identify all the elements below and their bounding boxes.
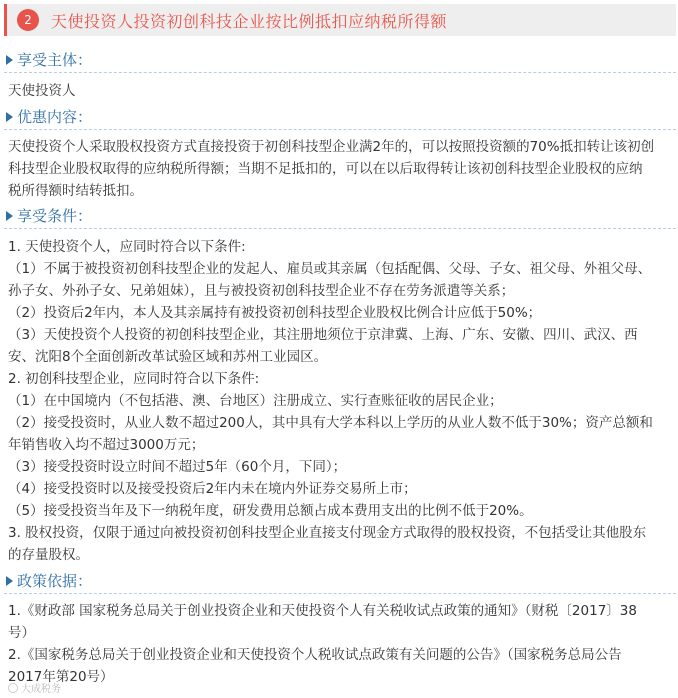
benefit-title-text: 优惠内容： — [17, 108, 93, 126]
subject-line: 天使投资人 — [8, 83, 76, 99]
benefit-section-title — [6, 107, 92, 127]
triangle-bullet-icon — [6, 211, 13, 221]
conditions-line: 3. 股权投资，仅限于通过向被投资初创科技型企业直接支付现金方式取得的股权投资，不包括受让其他股东 — [8, 525, 647, 541]
policy-title-text: 政策依据： — [17, 572, 93, 590]
conditions-line: （2）投资后2年内，本人及其亲属持有被投资初创科技型企业股权比例合计应低于50%； — [8, 305, 542, 321]
policy-text — [8, 600, 672, 688]
watermark-text: 大成税务 — [21, 684, 61, 695]
conditions-line: （1）在中国境内（不包括港、澳、台地区）注册成立、实行查账征收的居民企业； — [8, 393, 503, 409]
watermark — [8, 680, 61, 695]
policy-line: 2017年第20号） — [8, 669, 114, 685]
conditions-line: （3）接受投资时设立时间不超过5年（60个月，下同）； — [8, 459, 347, 475]
conditions-divider — [4, 228, 676, 229]
subject-title-text: 享受主体： — [17, 51, 93, 69]
subject-divider — [4, 72, 676, 73]
conditions-line: 安、沈阳8个全面创新改革试验区域和苏州工业园区。 — [8, 349, 328, 365]
triangle-bullet-icon — [6, 55, 13, 65]
section-number-badge: 2 — [17, 9, 39, 31]
conditions-line: 2. 初创科技型企业，应同时符合以下条件: — [8, 371, 260, 387]
conditions-line: （2）接受投资时，从业人数不超过200人，其中具有大学本科以上学历的从业人数不低于30%；资产总额和 — [8, 415, 653, 431]
conditions-line: （1）不属于被投资初创科技型企业的发起人、雇员或其亲属（包括配偶、父母、子女、祖父母、外祖父母、 — [8, 261, 652, 277]
conditions-line: 1. 天使投资个人，应同时符合以下条件: — [8, 239, 246, 255]
subject-section-title — [6, 50, 92, 70]
conditions-section-title — [6, 206, 92, 226]
conditions-line: （5）接受投资当年及下一纳税年度，研发费用总额占成本费用支出的比例不低于20%。 — [8, 503, 533, 519]
conditions-line: 年销售收入均不超过3000万元； — [8, 437, 205, 453]
conditions-line: （4）接受投资时以及接受投资后2年内未在境内外证券交易所上市； — [8, 481, 417, 497]
benefit-divider — [4, 129, 676, 130]
section-header — [4, 4, 676, 36]
conditions-line: 的存量股权。 — [8, 547, 89, 563]
subject-text — [8, 80, 672, 102]
conditions-line: （3）天使投资个人投资的初创科技型企业，其注册地须位于京津冀、上海、广东、安徽、四川、武汉、西 — [8, 327, 638, 343]
section-header-title: 天使投资人投资初创科技企业按比例抵扣应纳税所得额 — [51, 11, 448, 31]
policy-divider — [4, 593, 676, 594]
watermark-logo-icon — [8, 683, 18, 693]
policy-line: 号） — [8, 625, 35, 641]
policy-line: 2.《国家税务总局关于创业投资企业和天使投资个人税收试点政策有关问题的公告》（国家税务总局公告 — [8, 647, 622, 663]
policy-section-title — [6, 571, 92, 591]
conditions-title-text: 享受条件： — [17, 207, 93, 225]
conditions-text — [8, 236, 672, 566]
benefit-line: 科技型企业股权取得的应纳税所得额；当期不足抵扣的，可以在以后取得转让该初创科技型企业股权的应纳 — [8, 161, 643, 177]
benefit-text — [8, 136, 672, 202]
benefit-line: 税所得额时结转抵扣。 — [8, 183, 143, 199]
triangle-bullet-icon — [6, 112, 13, 122]
policy-line: 1.《财政部 国家税务总局关于创业投资企业和天使投资个人有关税收试点政策的通知》（财税〔2017〕38 — [8, 603, 637, 619]
benefit-line: 天使投资个人采取股权投资方式直接投资于初创科技型企业满2年的，可以按照投资额的70%抵扣转让该初创 — [8, 139, 655, 155]
conditions-line: 孙子女、外孙子女、兄弟姐妹），且与被投资初创科技型企业不存在劳务派遣等关系； — [8, 283, 515, 299]
triangle-bullet-icon — [6, 576, 13, 586]
